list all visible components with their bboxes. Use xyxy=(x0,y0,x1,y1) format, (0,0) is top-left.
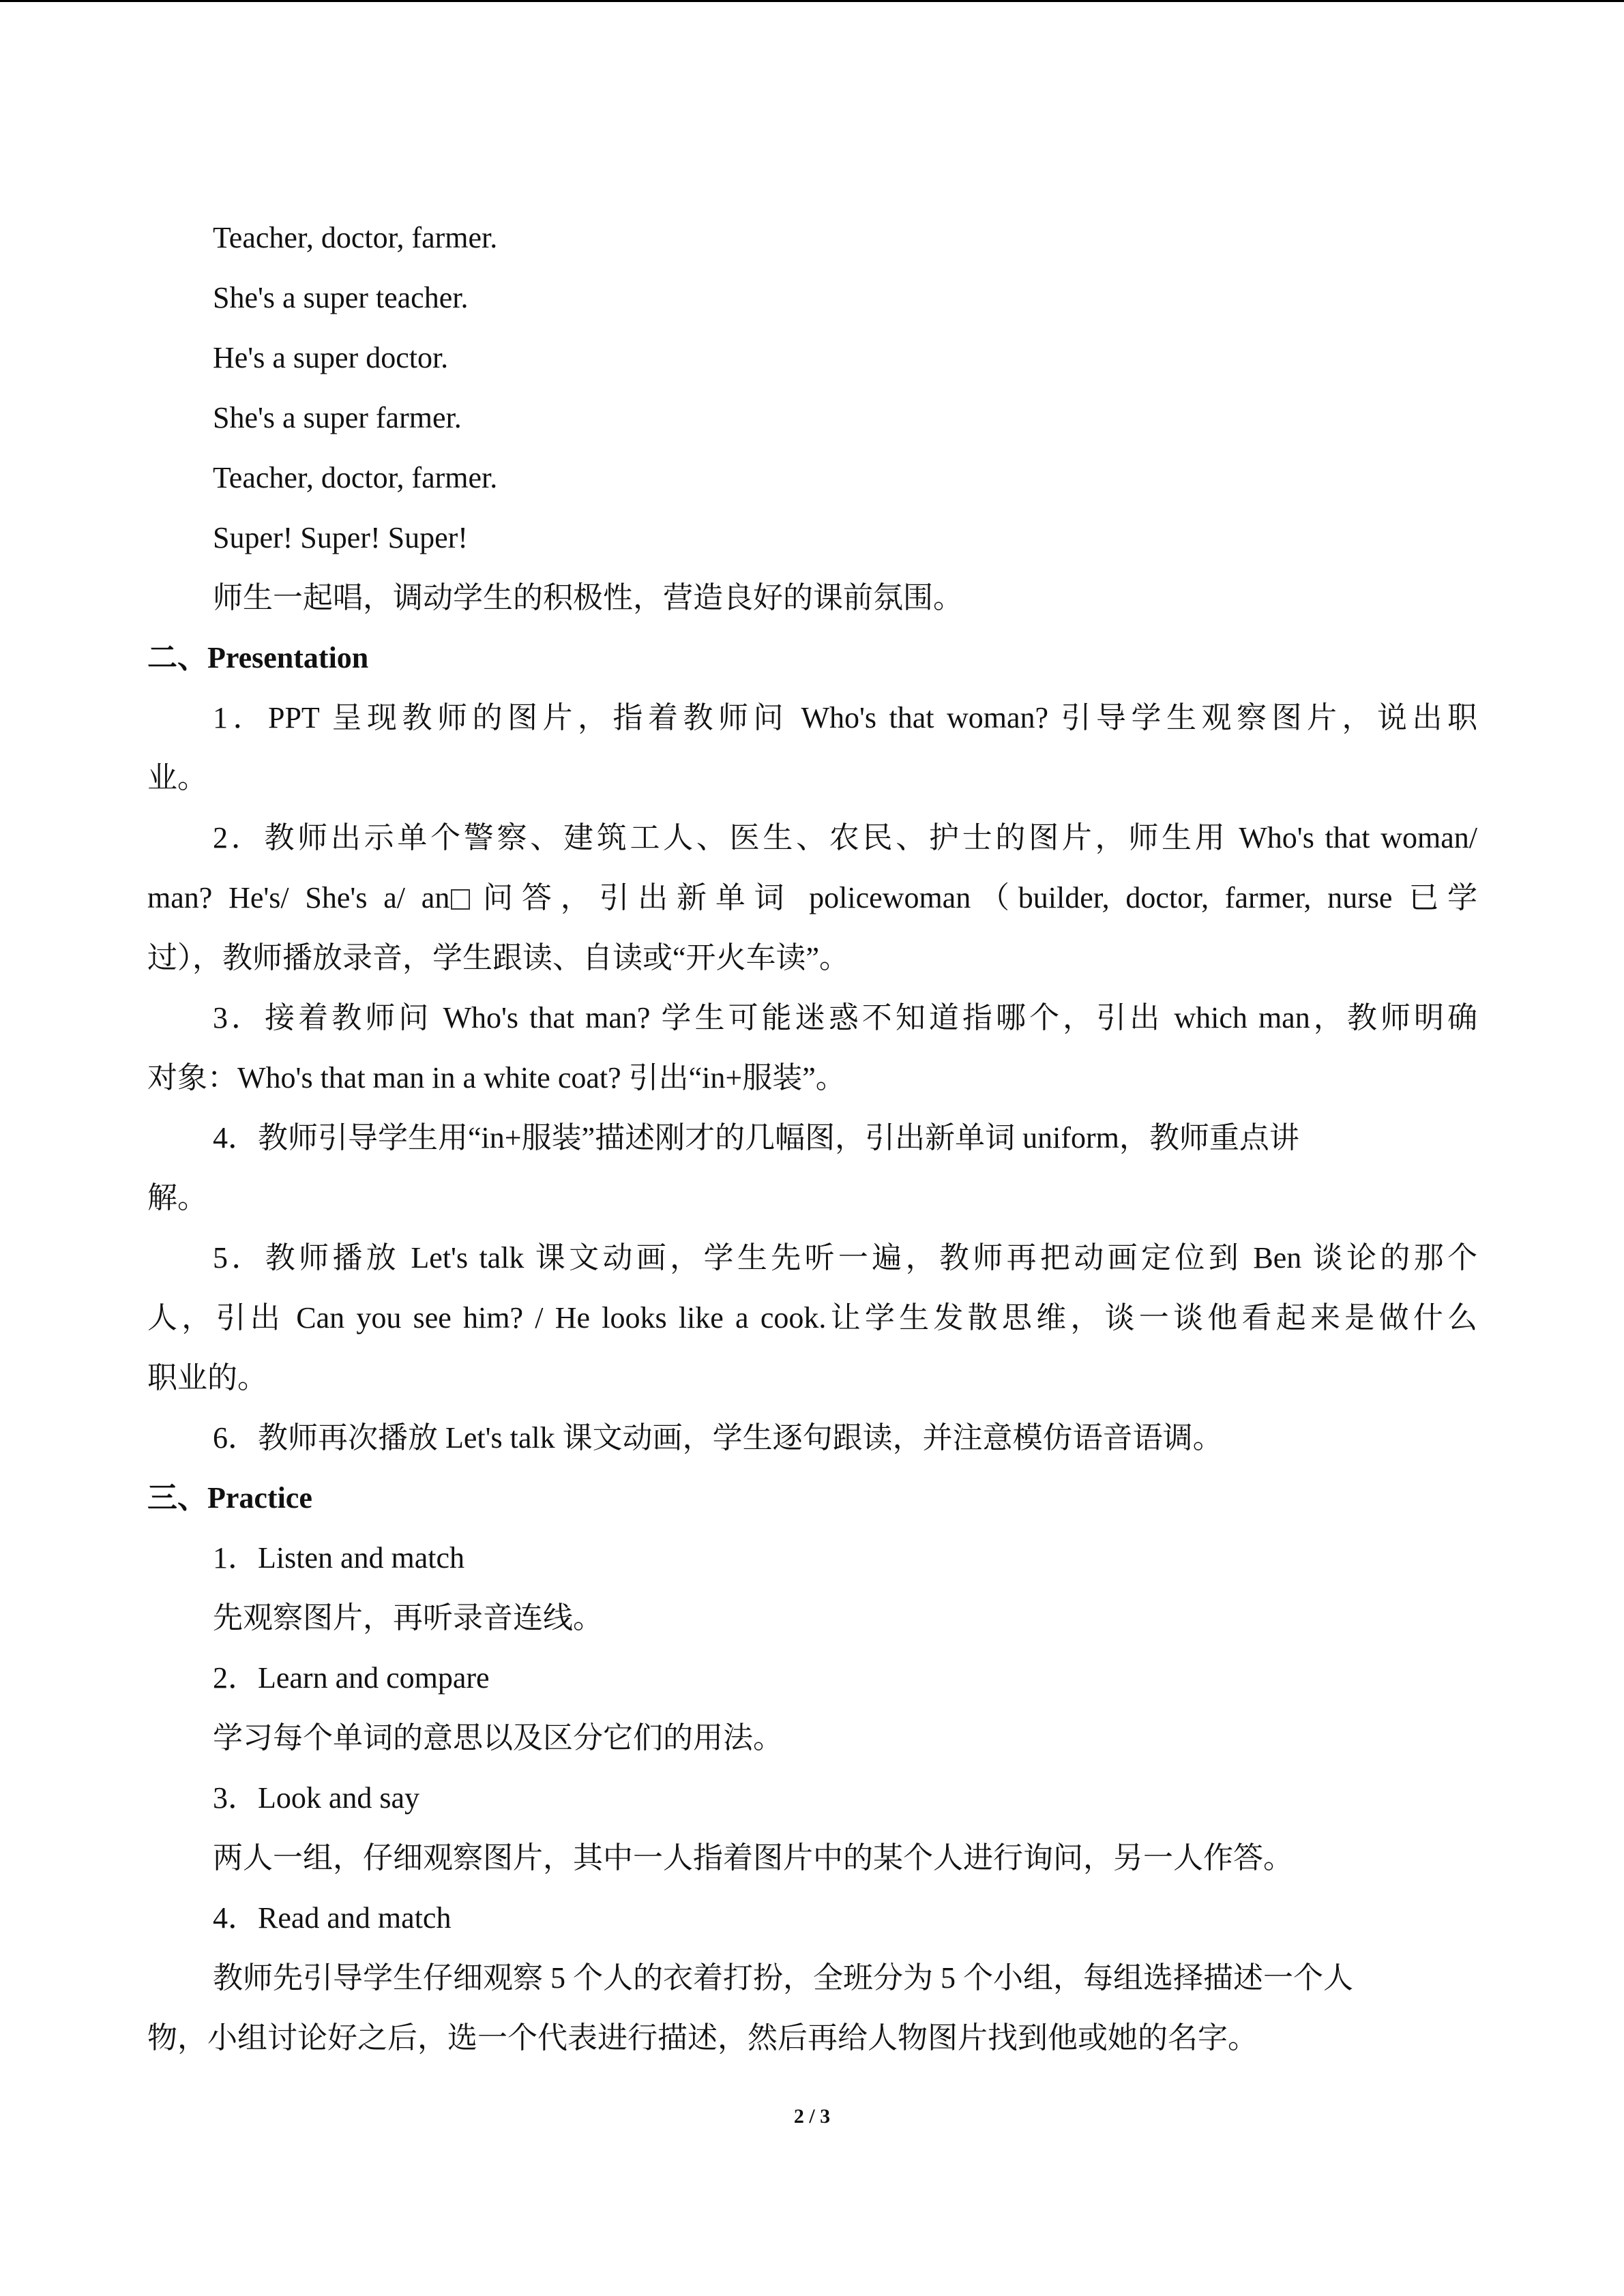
practice-item-1-desc: 先观察图片，再听录音连线。 xyxy=(213,1601,603,1635)
practice-item-1-title: 1．Listen and match xyxy=(213,1541,465,1575)
chant-line-4: She's a super farmer. xyxy=(213,401,462,434)
practice-item-2-desc: 学习每个单词的意思以及区分它们的用法。 xyxy=(213,1721,783,1755)
presentation-item-2-line-2 xyxy=(147,877,1477,919)
practice-item-4-title: 4．Read and match xyxy=(213,1901,452,1935)
chant-line-1: Teacher, doctor, farmer. xyxy=(213,221,498,254)
practice-item-3-title: 3．Look and say xyxy=(213,1781,420,1815)
presentation-item-4-line-1: 4．教师引导学生用“in+服装”描述刚才的几幅图，引出新单词 uniform，教师重点讲 xyxy=(213,1121,1299,1154)
practice-item-4-desc-line-2: 物，小组讨论好之后，选一个代表进行描述，然后再给人物图片找到他或她的名字。 xyxy=(147,2021,1258,2055)
practice-heading: 三、Practice xyxy=(147,1481,312,1515)
blank-box-icon xyxy=(451,889,470,910)
presentation-item-2-line-3: 过），教师播放录音，学生跟读、自读或“开火车读”。 xyxy=(147,941,850,974)
practice-item-4-desc-line-1: 教师先引导学生仔细观察 5 个人的衣着打扮，全班分为 5 个小组，每组选择描述一个人 xyxy=(213,1961,1353,1995)
chant-note: 师生一起唱，调动学生的积极性，营造良好的课前氛围。 xyxy=(213,581,963,614)
presentation-item-1-line-2: 业。 xyxy=(147,761,207,794)
chant-line-3: He's a super doctor. xyxy=(213,341,449,374)
presentation-item-5-line-1: 5．教师播放 Let's talk 课文动画，学生先听一遍，教师再把动画定位到 Ben 谈论的那个 xyxy=(213,1241,1477,1274)
presentation-item-5-line-3: 职业的。 xyxy=(147,1361,267,1395)
chant-line-2: She's a super teacher. xyxy=(213,281,469,314)
presentation-item-1-line-1: 1．PPT 呈现教师的图片，指着教师问 Who's that woman? 引导学生观察图片，说出职 xyxy=(213,701,1477,734)
presentation-item-2-line-2-part-b: 问答，引出新单词 policewoman（builder, doctor, farmer, nurse 已学 xyxy=(474,881,1477,914)
practice-item-3-desc: 两人一组，仔细观察图片，其中一人指着图片中的某个人进行询问，另一人作答。 xyxy=(213,1841,1293,1875)
presentation-item-5-line-2: 人，引出 Can you see him? / He looks like a cook.让学生发散思维，谈一谈他看起来是做什么 xyxy=(147,1301,1477,1335)
presentation-item-3-line-2: 对象：Who's that man in a white coat? 引出“in+服装”。 xyxy=(147,1061,846,1094)
presentation-item-2-line-2-part-a: man? He's/ She's a/ an xyxy=(147,881,450,914)
practice-item-2-title: 2．Learn and compare xyxy=(213,1661,490,1695)
presentation-item-6-line-1: 6．教师再次播放 Let's talk 课文动画，学生逐句跟读，并注意模仿语音语调。 xyxy=(213,1421,1223,1455)
presentation-item-2-line-1: 2．教师出示单个警察、建筑工人、医生、农民、护士的图片，师生用 Who's that woman/ xyxy=(213,821,1477,854)
page-number: 2 / 3 xyxy=(793,2105,831,2128)
presentation-item-4-line-2: 解。 xyxy=(147,1181,207,1214)
chant-line-5: Teacher, doctor, farmer. xyxy=(213,461,498,494)
presentation-heading: 二、Presentation xyxy=(147,641,369,674)
presentation-item-3-line-1: 3．接着教师问 Who's that man? 学生可能迷惑不知道指哪个，引出 which man，教师明确 xyxy=(213,1001,1477,1034)
chant-line-6: Super! Super! Super! xyxy=(213,521,468,554)
